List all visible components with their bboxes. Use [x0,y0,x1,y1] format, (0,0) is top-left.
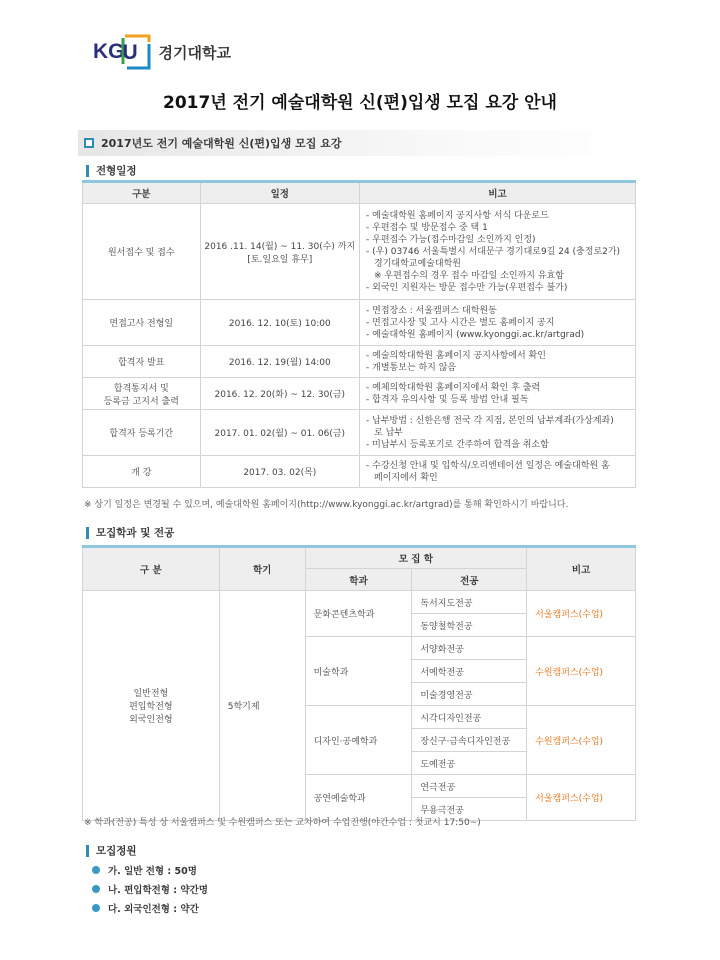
major-cell: 장신구·금속디자인전공 [412,729,527,752]
table-header-row [83,547,636,569]
row-date: 2017. 01. 02(월) ~ 01. 06(금) [200,410,359,456]
major-cell: 서양화전공 [412,637,527,660]
row-label: 합격자 등록기간 [83,410,201,456]
category-cell [83,591,220,821]
row-date: 2016. 12. 20(화) ~ 12. 30(금) [200,378,359,410]
remark-cell: 수원캠퍼스(수업) [527,706,636,775]
note-line: - 면접장소 : 서울캠퍼스 대학원동 [366,305,497,316]
note-line: - 우편접수 및 방문접수 중 택 1 [366,222,488,233]
note-line: - 예술대학원 홈페이지 공지사항 서식 다운로드 [366,210,549,221]
heading-bar-icon [86,845,89,857]
table-row [83,378,636,410]
note-line: - 예술대학원 홈페이지 (www.kyonggi.ac.kr/artgrad) [366,329,585,340]
quota-item-text: 나. 편입학전형 : 약간명 [108,885,208,896]
category-line: 외국인전형 [129,715,173,725]
table-row [83,410,636,456]
note-line: - 면접고사장 및 고사 시간은 별도 홈페이지 공지 [366,317,555,328]
table-row [83,346,636,378]
schedule-table [82,180,636,488]
remark-cell: 서울캠퍼스(수업) [527,775,636,821]
departments-table [82,545,636,821]
label-line: 등록금 고지서 출력 [103,396,179,407]
category-line: 편입학전형 [129,702,173,712]
column-header: 구분 [83,182,201,204]
column-header: 학기 [219,547,305,591]
bullet-icon [92,866,100,874]
major-cell: 연극전공 [412,775,527,798]
label-line: 합격통지서 및 [113,383,169,394]
row-notes [360,204,636,300]
table-row [83,300,636,346]
quota-item-text: 다. 외국인전형 : 약간 [108,904,199,915]
bullet-icon [92,885,100,893]
note-line: - 합격자 유의사항 및 등록 방법 안내 필독 [366,394,529,405]
column-header: 비고 [527,547,636,591]
table-header-row [83,182,636,204]
note-line: - 예체의학대학원 홈페이지에서 확인 후 출력 [366,382,541,393]
note-line: ※ 우편접수의 경우 접수 마감일 소인까지 유효함 [374,270,564,281]
logo-abbr: KG [93,40,125,63]
row-label: 합격자 발표 [83,346,201,378]
row-date: 2016. 12. 19(월) 14:00 [200,346,359,378]
row-notes [360,300,636,346]
remark-cell: 서울캠퍼스(수업) [527,591,636,637]
logo-abbr-u: U [122,41,138,64]
bullet-icon [92,904,100,912]
category-line: 일반전형 [133,689,169,699]
major-cell: 서예학전공 [412,660,527,683]
note-line: - (우) 03746 서울특별시 서대문구 경기대로9길 24 (충정로2가) [366,246,621,257]
note-line: - 개별통보는 하지 않음 [366,362,457,373]
departments-footnote: ※ 학과(전공) 특성 상 서울캠퍼스 및 수원캠퍼스 또는 교차하여 수업진행(야간수업 : 첫교시 17:50~) [84,818,481,828]
major-cell: 독서지도전공 [412,591,527,614]
note-line: - 수강신청 안내 및 입학식/오리엔테이션 일정은 예술대학원 홈 [366,460,610,471]
row-label: 개 강 [83,456,201,488]
table-row [83,591,636,614]
schedule-heading [86,163,137,178]
note-line: - 외국인 지원자는 방문 접수만 가능(우편접수 불가) [366,282,568,293]
page-title: 2017년 전기 예술대학원 신(편)입생 모집 요강 안내 [163,93,557,113]
note-line: - 미납부시 등록포기로 간주하여 합격을 취소함 [366,439,549,450]
schedule-footnote: ※ 상기 일정은 변경될 수 있으며, 예술대학원 홈페이지(http://www.kyonggi.ac.kr/artgrad)를 통해 확인하시기 바랍니다. [84,500,569,510]
major-cell: 동양철학전공 [412,614,527,637]
heading-bar-icon [86,527,89,539]
major-cell: 도예전공 [412,752,527,775]
note-line: - 예술의학대학원 홈페이지 공지사항에서 확인 [366,350,546,361]
row-label: 면접고사 전형일 [83,300,201,346]
schedule-heading-text: 전형일정 [96,165,137,177]
heading-bar-icon [86,165,89,177]
university-logo [93,30,231,74]
remark-cell: 수원캠퍼스(수업) [527,637,636,706]
dept-cell: 문화콘텐츠학과 [305,591,412,637]
quota-item [92,882,208,896]
note-line: 페이지에서 확인 [374,472,438,483]
departments-heading-text: 모집학과 및 전공 [96,527,175,539]
column-header: 일정 [200,182,359,204]
row-notes [360,410,636,456]
dept-cell: 디자인·공예학과 [305,706,412,775]
row-date: 2017. 03. 02(목) [200,456,359,488]
column-header: 모 집 학 [305,547,527,569]
note-line: 경기대학교예술대학원 [374,258,461,269]
quota-heading [86,843,137,858]
row-label [83,378,201,410]
document-header-title: 2017년도 전기 예술대학원 신(편)입생 모집 요강 [101,137,342,150]
document-header [78,130,643,156]
quota-item-text: 가. 일반 전형 : 50명 [108,866,197,877]
row-date: 2016. 12. 10(토) 10:00 [200,300,359,346]
note-line: - 납부방법 : 신한은행 전국 각 지점, 본인의 납부계좌(가상계좌) [366,415,614,426]
column-header: 전공 [412,569,527,591]
column-header: 비고 [360,182,636,204]
semester-cell: 5학기제 [219,591,305,821]
column-header: 구 분 [83,547,220,591]
table-row [83,456,636,488]
date-line: 2016 .11. 14(월) ~ 11. 30(수) 까지 [204,241,356,252]
column-header: 학과 [305,569,412,591]
row-notes [360,456,636,488]
dept-cell: 미술학과 [305,637,412,706]
logo-emblem-icon [119,32,153,72]
row-notes [360,346,636,378]
date-line: [토.일요일 휴무] [247,254,313,265]
square-bullet-icon [84,138,94,148]
quota-item [92,863,197,877]
row-notes [360,378,636,410]
quota-heading-text: 모집정원 [96,845,137,857]
row-date [200,204,359,300]
logo-name: 경기대학교 [158,43,231,62]
dept-cell: 공연예술학과 [305,775,412,821]
note-line: 로 납부 [374,427,403,438]
table-row [83,204,636,300]
major-cell: 시각디자인전공 [412,706,527,729]
note-line: - 우편접수 가능(접수마감일 소인까지 인정) [366,234,536,245]
row-label: 원서접수 및 접수 [83,204,201,300]
major-cell: 미술경영전공 [412,683,527,706]
departments-heading [86,525,174,540]
major-cell: 무용극전공 [412,798,527,821]
quota-item [92,901,199,915]
